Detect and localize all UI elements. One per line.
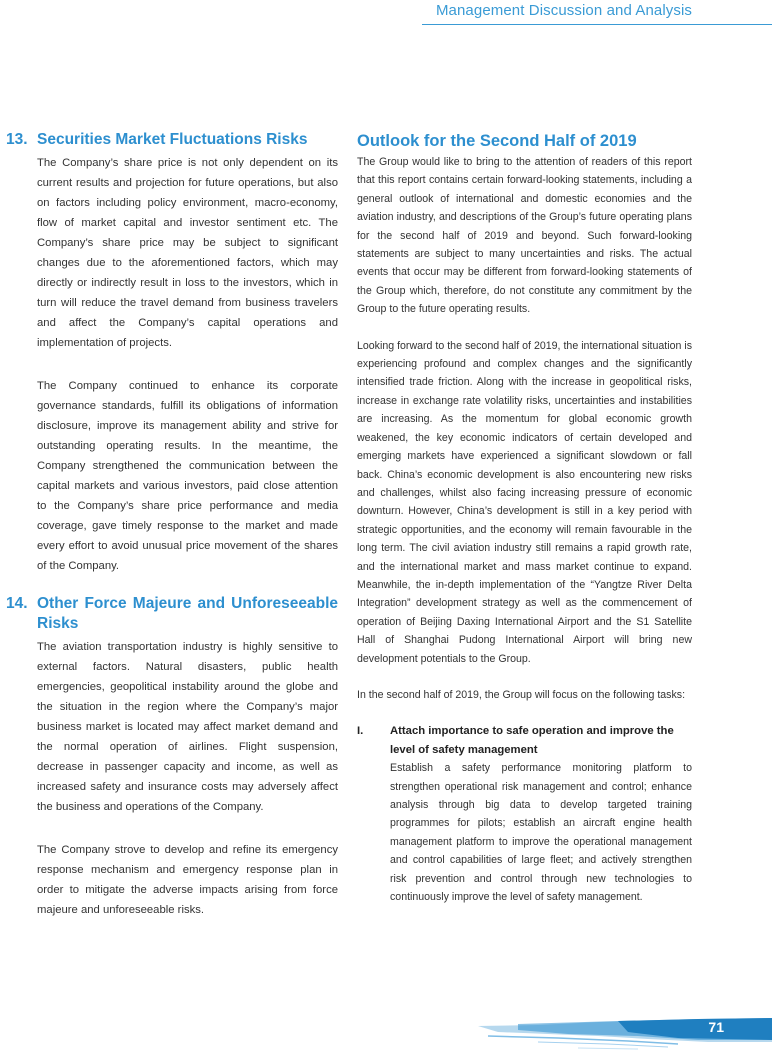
paragraph: The Group would like to bring to the attention of readers of this report that this report contains certain forward-looking statements, including a general outlook of international and domestic economies and the aviation industry, and descriptions of the Group’s future operating plans for the second half of 2019 and beyond. Such forward-looking statements are subject to many uncertainties and risks. The actual events that occur may be different from forward-looking statements of the Group which, therefore, do not constitute any commitment by the Group to the future operating results. (357, 156, 692, 316)
section-title: Securities Market Fluctuations Risks (37, 131, 308, 148)
right-column (357, 130, 692, 906)
section-title: Other Force Majeure and Unforeseeable Risks (37, 595, 338, 632)
outlook-heading: Outlook for the Second Half of 2019 (357, 132, 637, 150)
task-title: Attach importance to safe operation and improve the level of safety management (390, 725, 674, 756)
task-description: Establish a safety performance monitoring platform to strengthen operational risk management and control; enhance analysis through big data to develop targeted training programmes for pilots; establish an aircraft engine health management platform to improve the operational management and control capabilities of large fleet; and actively strengthen risk prevention and control through new technologies to continuously improve the level of safety management. (390, 762, 692, 904)
task-number: I. (357, 725, 364, 738)
paragraph: The Company’s share price is not only dependent on its current results and projection for future operations, but also on factors including policy environment, macro-economy, flow of market capital and investor sentiment etc. The Company’s share price may be subject to significant changes due to the aforementioned factors, which may directly or indirectly result in loss to the investors, which in turn will reduce the travel demand from business travelers and affect the Company’s capital operations and implementation of projects. (37, 157, 338, 349)
paragraph: The Company strove to develop and refine its emergency response mechanism and emergency response plan in order to mitigate the adverse impacts arising from force majeure and unforeseeable risks. (37, 844, 338, 916)
running-header: Management Discussion and Analysis (435, 2, 692, 19)
left-column (6, 130, 338, 920)
paragraph: In the second half of 2019, the Group will focus on the following tasks: (357, 688, 686, 701)
paragraph: Looking forward to the second half of 2019, the international situation is experiencing profound and complex changes and the significantly intensified trade friction. Along with the increase in geopolitical risks, increase in exchange rate volatility risks, uncertainties and instabilities are increasing. As the momentum for global economic growth weakened, the key economic indicators of certain developed and emerging markets have experienced a significant slowdown or fall back. China’s economic development is also encountering new risks and challenges, whilst also facing increasing pressure of economic downturn. However, China’s development is still in a key period with strategic opportunities, and the economy will remain favourable in the long term. The civil aviation industry still remains a rapid growth rate, and the international market and mass market continue to expand. Meanwhile, the in-depth implementation of the “Yangtze River Delta Integration” development strategy as well as the commencement of operation of Beijing Daxing International Airport and the S1 Satellite Hall of Shanghai Pudong International Airport will bring new development potentials to the Group. (357, 339, 692, 665)
paragraph: The Company continued to enhance its corporate governance standards, fulfill its obligations of information disclosure, improve its management ability and strive for outstanding operating results. In the meantime, the Company strengthened the communication between the capital markets and various investors, paid close attention to the Company’s share price performance and media coverage, gave timely response to the market and made every effort to avoid unusual price movement of the shares of the Company. (37, 380, 338, 572)
page-number: 71 (708, 1019, 724, 1035)
section-number: 14. (6, 595, 28, 612)
task-item (357, 722, 692, 906)
section-number: 13. (6, 131, 28, 148)
section-13-heading (6, 130, 338, 150)
section-14-heading (6, 594, 338, 634)
header-rule (422, 24, 772, 25)
footer-brush-decoration (478, 1012, 772, 1056)
paragraph: The aviation transportation industry is highly sensitive to external factors. Natural disasters, public health emergencies, geopolitical instability around the globe and the situation in the region where the Company’s major business market is located may affect market demand and the normal operation of airlines. Flight suspension, decrease in passenger capacity and income, as well as increased safety and insurance costs may adversely affect the business and operations of the Company. (37, 641, 338, 813)
